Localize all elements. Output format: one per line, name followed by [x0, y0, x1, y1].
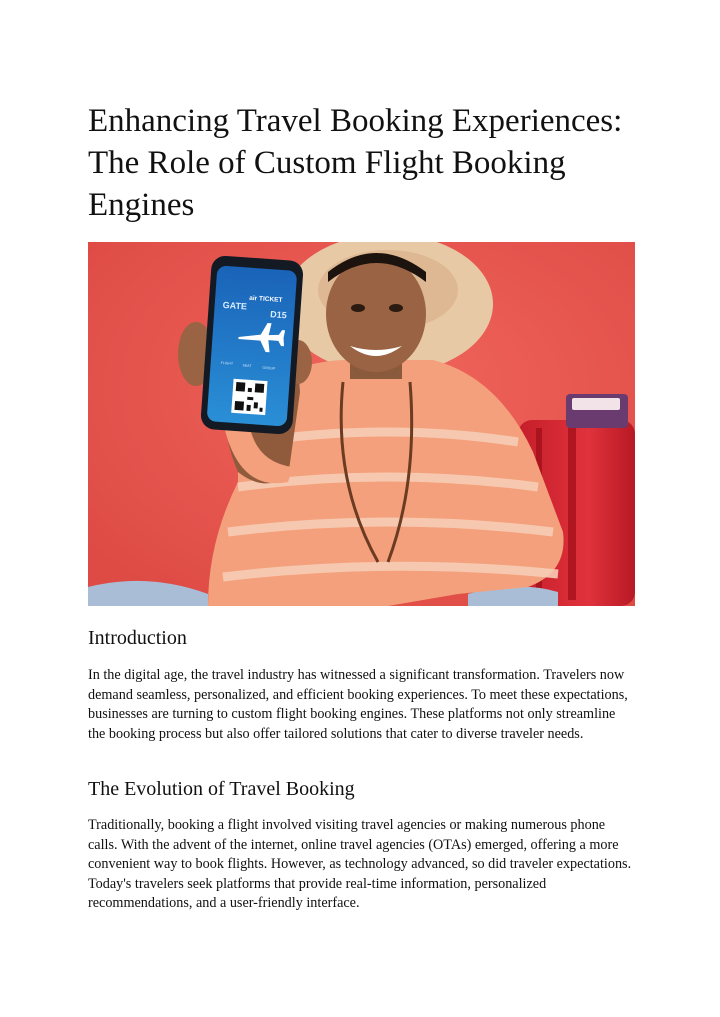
ticket-gate-value: D15 — [269, 309, 288, 321]
qr-code-icon — [231, 379, 267, 415]
ticket-brand: air TICKET — [249, 294, 283, 305]
document-title: Enhancing Travel Booking Experiences: The Role of Custom Flight Booking Engines — [88, 103, 623, 223]
section-body-introduction: In the digital age, the travel industry has witnessed a significant transformation. Travelers now demand seamless, personalized, and efficient booking experiences. To meet these expectations, businesses are turning to custom flight booking engines. These platforms not only streamline the booking process but also offer tailored solutions that cater to diverse traveler needs. — [88, 667, 628, 742]
phone — [200, 255, 304, 435]
hero-image — [88, 242, 635, 606]
ticket-field-group: GROUP — [262, 365, 276, 371]
section-heading-introduction: Introduction — [88, 627, 187, 649]
ticket-gate-label: GATE — [222, 299, 248, 312]
section-body-evolution: Traditionally, booking a flight involved visiting travel agencies or making numerous phone calls. With the advent of the internet, online travel agencies (OTAs) emerged, offering a more convenient way to book flights. However, as technology advanced, so did traveler expectations. Today's travelers seek platforms that provide real-time information, personalized recommendations, and a user-friendly interface. — [88, 817, 632, 912]
section-heading-evolution: The Evolution of Travel Booking — [88, 778, 355, 800]
ticket-field-flight: FLIGHT — [220, 360, 234, 366]
ticket-field-seat: SEAT — [242, 363, 252, 369]
